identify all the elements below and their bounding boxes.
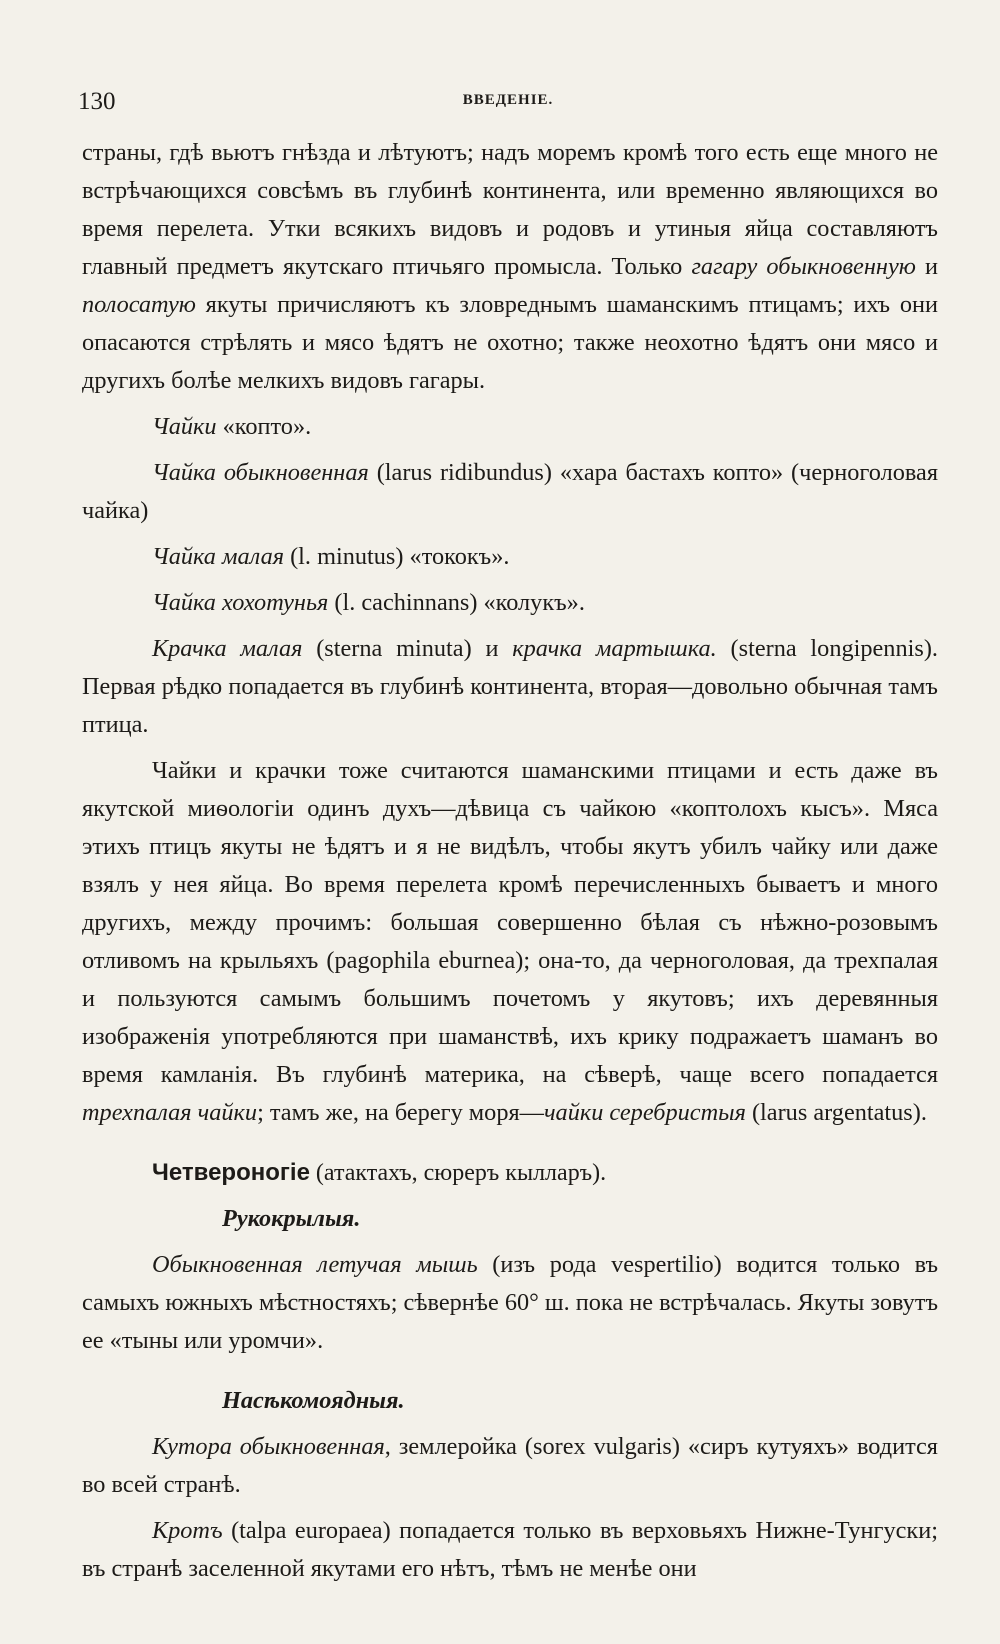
paragraph-birds: страны, гдѣ вьютъ гнѣзда и лѣтуютъ; надъ моремъ кромѣ того есть еще много не встрѣчающихся совсѣмъ въ глубинѣ континента, или временно являющихся во время перелета. Утки всякихъ видовъ и родовъ и утиныя яйца составляютъ главный предметъ якутскаго птичьяго промысла. Только гагару обыкновенную и полосатую якуты причисляютъ къ зловреднымъ шаманскимъ птицамъ; ихъ они опасаются стрѣлять и мясо ѣдятъ не охотно; также неохотно ѣдятъ они мясо и другихъ болѣе мелкихъ видовъ гагары. bbox=[82, 139, 938, 394]
entry-gulls: Чайки «копто». bbox=[152, 413, 312, 440]
entry-common-gull: Чайка обыкновенная (larus ridibundus) «хара бастахъ копто» (черноголовая чайка) bbox=[82, 459, 938, 524]
running-head: ВВЕДЕНІЕ. bbox=[462, 92, 554, 108]
subheading-chiroptera: Рукокрылыя. bbox=[222, 1205, 361, 1232]
page-number: 130 bbox=[78, 88, 116, 115]
paragraph-gull-mythology: Чайки и крачки тоже считаются шаманскими птицами и есть даже въ якутской миѳологіи одинъ духъ—дѣвица съ чайкою «коптолохъ кысъ». Мяса этихъ птицъ якуты не ѣдятъ и я не видѣлъ, чтобы якутъ убилъ чайку или даже взялъ у нея яйца. Во время перелета кромѣ перечисленныхъ бываетъ и много другихъ, между прочимъ: большая совершенно бѣлая съ нѣжно-розовымъ отливомъ на крыльяхъ (pagophila eburnea); она-то, да черноголовая, да трехпалая и пользуются самымъ большимъ почетомъ у якутовъ; ихъ деревянныя изображенія употребляются при шаманствѣ, ихъ крику подражаетъ шаманъ во время камланія. Въ глубинѣ материка, на сѣверѣ, чаще всего попадается трехпалая чайки; тамъ же, на берегу моря—чайки серебристыя (larus argentatus). bbox=[82, 757, 938, 1126]
entry-shrew: Кутора обыкновенная, землеройка (sorex vulgaris) «сиръ кутуяхъ» водится во всей странѣ. bbox=[82, 1433, 938, 1498]
entry-herring-gull: Чайка хохотунья (l. cachinnans) «колукъ». bbox=[152, 589, 585, 616]
entry-mole: Кротъ (talpa europaea) попадается только въ верховьяхъ Нижне-Тунгуски; въ странѣ заселенной якутами его нѣтъ, тѣмъ не менѣе они bbox=[82, 1517, 938, 1582]
page-header bbox=[78, 88, 938, 122]
entry-terns: Крачка малая (sterna minuta) и крачка мартышка. (sterna longipennis). Первая рѣдко попадается въ глубинѣ континента, вторая—довольно обычная тамъ птица. bbox=[82, 635, 938, 738]
entry-little-gull: Чайка малая (l. minutus) «тококъ». bbox=[152, 543, 510, 570]
section-heading-quadrupeds: Четвероногіе (атактахъ, сюреръ кылларъ). bbox=[152, 1159, 607, 1186]
subheading-insectivora: Насѣкомоядныя. bbox=[222, 1387, 405, 1414]
entry-bat: Обыкновенная летучая мышь (изъ рода vespertilio) водится только въ самыхъ южныхъ мѣстностяхъ; сѣвернѣе 60° ш. пока не встрѣчалась. Якуты зовутъ ее «тыны или уромчи». bbox=[82, 1251, 939, 1354]
page-body bbox=[82, 134, 938, 1588]
